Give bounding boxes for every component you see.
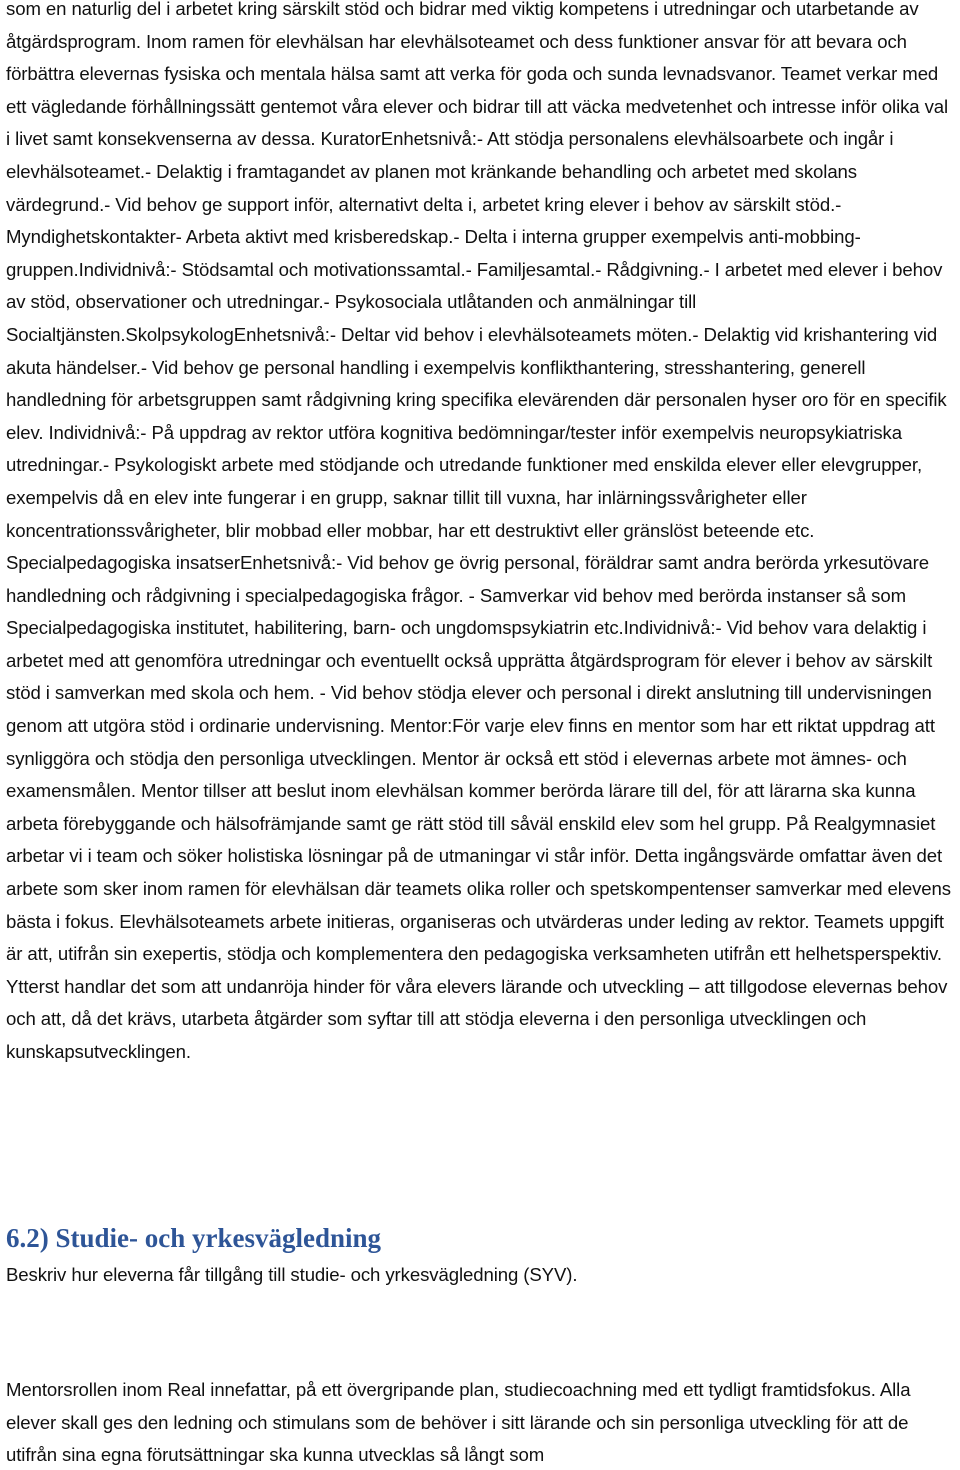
body-paragraph-mentor: Mentorsrollen inom Real innefattar, på ett övergripande plan, studiecoachning med ett tydligt framtidsfokus. Alla elever skall ges den ledning och stimulans som de behöver i sitt lärande och sin personliga utveckling för att de utifrån sina egna förutsättningar ska kunna utvecklas så långt som — [6, 1379, 911, 1466]
section-intro-text: Beskriv hur eleverna får tillgång till studie- och yrkesvägledning (SYV). — [6, 1264, 578, 1285]
body-paragraph-elevhalsa: som en naturlig del i arbetet kring särskilt stöd och bidrar med viktig kompetens i utredningar och utarbetande av åtgärdsprogram. Inom ramen för elevhälsan har elevhälsoteamet och dess funktioner ansvar för att bevara och förbättra elevernas fysiska och mentala hälsa samt att verka för goda och sunda levnadsvanor. Teamet verkar med ett vägledande förhållningssätt gentemot våra elever och bidrar till att väcka medvetenhet och intresse inför olika val i livet samt konsekvenserna av dessa. KuratorEnhetsnivå:- Att stödja personalens elevhälsoarbete och ingår i elevhälsoteamet.- Delaktig i framtagandet av planen mot kränkande behandling och arbetet med skolans värdegrund.- Vid behov ge support inför, alternativt delta i, arbetet kring elever i behov av särskilt stöd.- Myndighetskontakter- Arbeta aktivt med krisberedskap.- Delta i interna grupper exempelvis anti-mobbing-gruppen.Individnivå:- Stödsamtal och motivationssamtal.- Familjesamtal.- Rådgivning.- I arbetet med elever i behov av stöd, observationer och utredningar.- Psykosociala utlåtanden och anmälningar till Socialtjänsten.SkolpsykologEnhetsnivå:- Deltar vid behov i elevhälsoteamets möten.- Delaktig vid krishantering vid akuta händelser.- Vid behov ge personal handling i exempelvis konflikthantering, stresshantering, generell handledning för arbetsgruppen samt rådgivning kring specifika elevärenden där personalen hyser oro för en specifik elev. Individnivå:- På uppdrag av rektor utföra kognitiva bedömningar/tester inför exempelvis neuropsykiatriska utredningar.- Psykologiskt arbete med stödjande och utredande funktioner med enskilda elever eller elevgrupper, exempelvis då en elev inte fungerar i en grupp, saknar tillit till vuxna, har inlärningssvårigheter eller koncentrationssvårigheter, blir mobbad eller mobbar, har ett destruktivt eller gränslöst beteende etc. Specialpedagogiska insatserEnhetsnivå:- Vid behov ge övrig personal, föräldrar samt andra berörda yrkesutövare handledning och rådgivning i specialpedagogiska frågor. - Samverkar vid behov med berörda instanser så som Specialpedagogiska institutet, habilitering, barn- och ungdomspsykiatrin etc.Individnivå:- Vid behov vara delaktig i arbetet med att genomföra utredningar och eventuellt också upprätta åtgärdsprogram för elever i behov av särskilt stöd i samverkan med skola och hem. - Vid behov stödja elever och personal i direkt anslutning till undervisningen genom att utgöra stöd i ordinarie undervisning. Mentor:För varje elev finns en mentor som har ett riktat uppdrag att synliggöra och stödja den personliga utvecklingen. Mentor är också ett stöd i elevernas arbete mot ämnes- och examensmålen. Mentor tillser att beslut inom elevhälsan kommer berörda lärare till del, för att lärarna ska kunna arbeta förebyggande och hälsofrämjande samt ge rätt stöd till såväl enskild elev som hel grupp. På Realgymnasiet arbetar vi i team och söker holistiska lösningar på de utmaningar vi står inför. Detta ingångsvärde omfattar även det arbete som sker inom ramen för elevhälsan där teamets olika roller och spetskompentenser samverkar med elevens bästa i fokus. Elevhälsoteamets arbete initieras, organiseras och utvärderas under leding av rektor. Teamets uppgift är att, utifrån sin exepertis, stödja och komplementera den pedagogiska verksamheten utifrån ett helhetsperspektiv. Ytterst handlar det som att undanröja hinder för våra elevers lärande och utveckling – att tillgodose elevernas behov och att, då det krävs, utarbeta åtgärder som syftar till att stödja eleverna i den personliga utvecklingen och kunskapsutvecklingen. — [6, 0, 951, 1062]
section-heading: 6.2) Studie- och yrkesvägledning — [6, 1223, 382, 1253]
